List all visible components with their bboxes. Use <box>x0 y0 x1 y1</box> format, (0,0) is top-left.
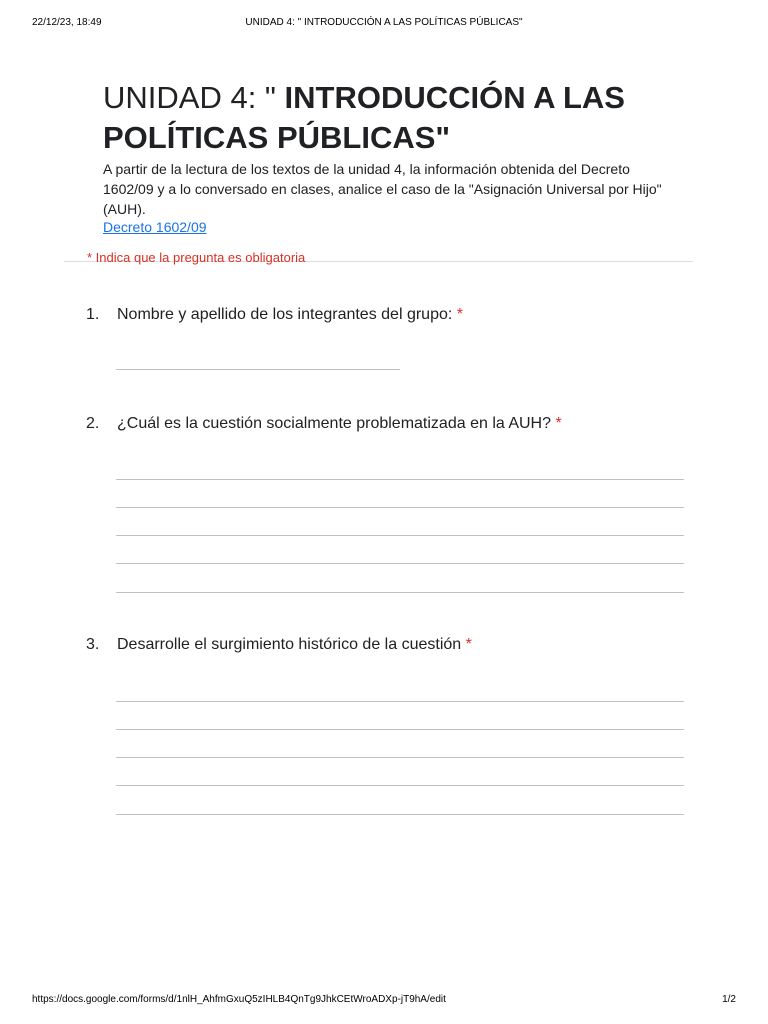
print-footer <box>0 994 768 1008</box>
answer-line <box>116 814 684 815</box>
question-number: 3. <box>86 636 100 653</box>
answer-line <box>116 479 684 480</box>
question-number: 2. <box>86 415 100 432</box>
required-asterisk: * <box>465 636 472 653</box>
form-title <box>103 78 703 158</box>
form-title-light: UNIDAD 4: " <box>103 80 285 115</box>
question-text: Nombre y apellido de los integrantes del grupo: * <box>117 306 463 323</box>
short-answer-field-1[interactable] <box>116 369 400 370</box>
question-text: ¿Cuál es la cuestión socialmente problematizada en la AUH? * <box>117 415 562 432</box>
answer-line <box>116 563 684 564</box>
answer-line <box>116 592 684 593</box>
required-asterisk: * <box>555 415 562 432</box>
print-header <box>0 17 768 31</box>
print-page-number: 1/2 <box>722 994 736 1005</box>
form-description: A partir de la lectura de los textos de la unidad 4, la información obtenida del Decreto 1602/09 y a lo conversado en clases, analice el caso de la "Asignación Universal por Hijo" (AUH). <box>103 161 662 217</box>
print-title: UNIDAD 4: " INTRODUCCIÓN A LAS POLÍTICAS PÚBLICAS" <box>245 17 523 28</box>
answer-line <box>116 535 684 536</box>
required-asterisk: * <box>456 306 463 323</box>
decreto-link[interactable]: Decreto 1602/09 <box>103 219 207 235</box>
answer-line <box>116 507 684 508</box>
required-note: * Indica que la pregunta es obligatoria <box>87 250 306 265</box>
answer-line <box>116 785 684 786</box>
answer-line <box>116 757 684 758</box>
answer-line <box>116 701 684 702</box>
print-datetime: 22/12/23, 18:49 <box>32 17 102 28</box>
answer-line <box>116 729 684 730</box>
question-number: 1. <box>86 306 100 323</box>
print-url: https://docs.google.com/forms/d/1nlH_AhfmGxuQ5zIHLB4QnTg9JhkCEtWroADXp-jT9hA/edit <box>32 994 446 1005</box>
form-title-bold: INTRODUCCIÓN A LAS POLÍTICAS PÚBLICAS" <box>103 80 625 155</box>
question-text: Desarrolle el surgimiento histórico de la cuestión * <box>117 636 472 653</box>
